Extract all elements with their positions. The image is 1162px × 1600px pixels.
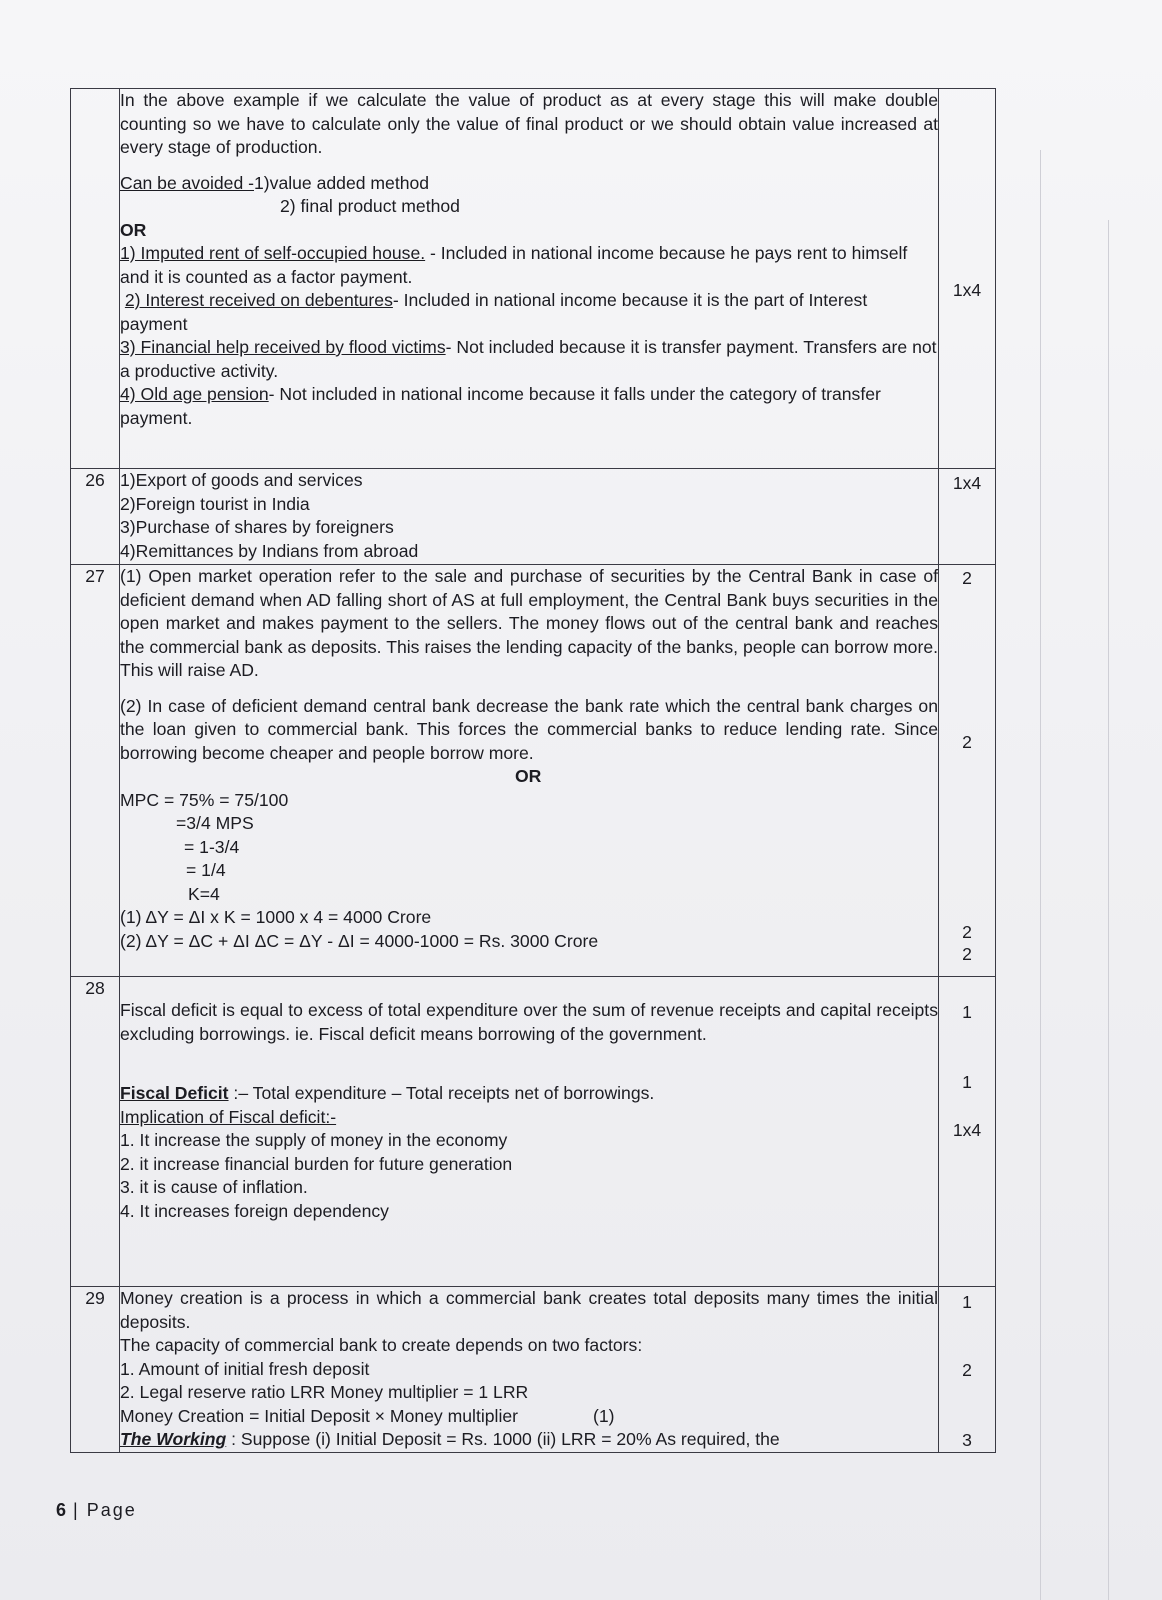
question-number-cell: 29	[71, 1287, 120, 1453]
answer-text: - Included in national income because he pays rent to himself and it is counted as a factor payment.	[120, 243, 908, 287]
answer-line	[120, 383, 938, 430]
underlined-label: 1) Imputed rent of self-occupied house.	[120, 243, 426, 263]
marks-value: 3	[962, 1430, 972, 1450]
underlined-label: Fiscal Deficit	[120, 1083, 229, 1103]
footer-separator: |	[66, 1500, 87, 1520]
answer-text: (1)	[593, 1405, 615, 1426]
table-row	[71, 977, 996, 1287]
list-item: 3. it is cause of inflation.	[120, 1177, 308, 1197]
answer-text: - Included in national income because it is the part of Interest payment	[120, 290, 868, 334]
or-label: OR	[515, 766, 542, 786]
answer-text: : Suppose (i) Initial Deposit = Rs. 1000 (ii) LRR = 20% As required, the	[226, 1429, 780, 1449]
answer-text: - Not included because it is transfer payment. Transfers are not a productive activity.	[120, 337, 937, 381]
answer-line	[120, 1405, 938, 1429]
marks-value: 1	[962, 1072, 972, 1092]
sub-heading: Implication of Fiscal deficit:-	[120, 1106, 337, 1127]
list-item: 2. it increase financial burden for future generation	[120, 1153, 513, 1174]
or-label: OR	[120, 219, 147, 240]
marks-value: 2	[962, 1360, 972, 1380]
underlined-label: 2) Interest received on debentures	[124, 290, 393, 310]
answer-text: Fiscal deficit is equal to excess of total expenditure over the sum of revenue receipts and capital receipts excluding borrowings. ie. Fiscal deficit means borrowing of the government.	[120, 1000, 938, 1044]
answer-text: 1. Amount of initial fresh deposit	[120, 1358, 370, 1379]
marks-value: 2	[962, 922, 972, 942]
marks-cell	[939, 89, 996, 469]
answer-cell	[120, 469, 939, 565]
list-item: 3)Purchase of shares by foreigners	[120, 517, 394, 537]
answer-text: The capacity of commercial bank to create depends on two factors:	[120, 1335, 643, 1355]
underlined-label: Can be avoided -	[120, 172, 254, 193]
marks-cell	[939, 977, 996, 1287]
table-row	[71, 469, 996, 565]
question-number-cell: 28	[71, 977, 120, 1287]
marks-cell	[939, 1287, 996, 1453]
answer-text: 2) final product method	[280, 196, 460, 216]
page-edge-line	[1040, 150, 1041, 1600]
page-number: 6	[56, 1500, 67, 1520]
answer-line	[120, 172, 938, 196]
marks-value: 2	[962, 568, 972, 588]
answer-line	[120, 336, 938, 383]
calc-line: = 1-3/4	[184, 836, 240, 857]
table-row	[71, 1287, 996, 1453]
answer-text: Money Creation = Initial Deposit × Money multiplier	[120, 1405, 518, 1426]
marks-value: 1x4	[952, 280, 982, 300]
answer-line	[120, 1082, 938, 1106]
answer-line	[120, 289, 938, 336]
answer-text: In the above example if we calculate the value of product as at every stage this will make double counting so we have to calculate only the value of final product or we should obtain value increased at every stage of production.	[120, 90, 938, 157]
marks-value: 1	[962, 1002, 972, 1022]
table-row	[71, 89, 996, 469]
calc-line: K=4	[188, 883, 220, 904]
underlined-label: The Working	[120, 1429, 227, 1449]
underlined-label: 3) Financial help received by flood victims	[120, 337, 446, 357]
marks-cell	[939, 469, 996, 565]
footer-label: Page	[86, 1500, 137, 1520]
list-item: 1)Export of goods and services	[120, 470, 363, 490]
answer-cell	[120, 89, 939, 469]
answer-cell	[120, 1287, 939, 1453]
question-number-cell: 27	[71, 565, 120, 977]
marks-value: 2	[962, 944, 972, 964]
answer-text: :– Total expenditure – Total receipts net of borrowings.	[228, 1083, 655, 1103]
page-footer	[56, 1500, 137, 1521]
marks-value: 1	[962, 1292, 972, 1312]
list-item: 1. It increase the supply of money in the economy	[120, 1130, 508, 1150]
marks-value: 1x4	[952, 473, 982, 493]
answer-text: (1) Open market operation refer to the sale and purchase of securities by the Central Bank in case of deficient demand when AD falling short of AS at full employment, the Central Bank buys securities in the open market and makes payment to the sellers. The money flows out of the central bank and reaches the commercial bank as deposits. This raises the lending capacity of the banks, people can borrow more. This will raise AD.	[120, 566, 938, 680]
answer-text: (2) In case of deficient demand central bank decrease the bank rate which the central bank charges on the loan given to commercial bank. This forces the commercial banks to reduce lending rate. Since borrowing become cheaper and people borrow more.	[120, 695, 938, 763]
calc-line: = 1/4	[186, 860, 226, 880]
list-item: 2)Foreign tourist in India	[120, 493, 310, 514]
question-number-cell: 26	[71, 469, 120, 565]
answer-line	[120, 242, 938, 289]
answer-text: 1)value added method	[254, 172, 430, 193]
marks-value: 1x4	[952, 1120, 982, 1140]
marking-scheme-table	[70, 88, 996, 1453]
calc-line: (1) ΔY = ΔI x K = 1000 x 4 = 4000 Crore	[120, 907, 432, 927]
answer-line	[120, 1428, 938, 1452]
marks-value: 2	[962, 732, 972, 752]
calc-line: (2) ΔY = ΔC + ΔI ΔC = ΔY - ΔI = 4000-1000 = Rs. 3000 Crore	[120, 930, 599, 951]
answer-text: - Not included in national income because it falls under the category of transfer payment.	[120, 384, 881, 428]
answer-cell	[120, 977, 939, 1287]
page-edge-line	[1108, 220, 1109, 1600]
underlined-label: 4) Old age pension	[120, 384, 269, 404]
list-item: 4. It increases foreign dependency	[120, 1200, 389, 1221]
calc-line: =3/4 MPS	[176, 813, 254, 833]
answer-text: 2. Legal reserve ratio LRR Money multiplier = 1 LRR	[120, 1382, 529, 1402]
marks-cell	[939, 565, 996, 977]
calc-line: MPC = 75% = 75/100	[120, 789, 289, 810]
table-row	[71, 565, 996, 977]
answer-cell	[120, 565, 939, 977]
answer-text: Money creation is a process in which a commercial bank creates total deposits many times the initial deposits.	[120, 1288, 938, 1332]
question-number-cell	[71, 89, 120, 469]
list-item: 4)Remittances by Indians from abroad	[120, 540, 419, 561]
